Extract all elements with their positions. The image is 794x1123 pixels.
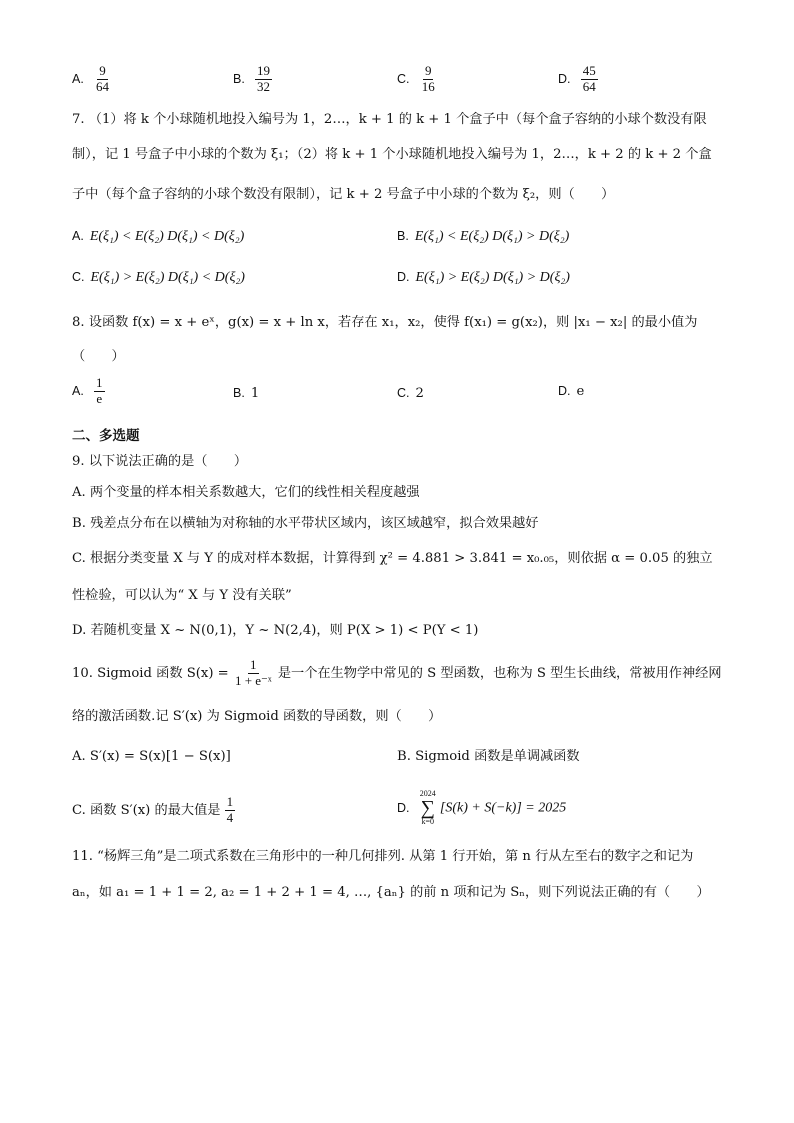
q10-stem-line-2: 络的激活函数.记 S′(x) 为 Sigmoid 函数的导函数，则（ ） [72,709,442,724]
q9-option-c-line-1: C. 根据分类变量 X 与 Y 的成对样本数据，计算得到 χ² = 4.881 > 3.841 = x₀.₀₅，则依据 α = 0.05 的独立 [72,551,713,566]
fraction: $\frac{45}{64}$ [582,63,596,94]
q6-option-c: C. $\frac{9}{16}$ [397,63,435,94]
q8-option-a: A. $\frac{1}{e}$ [72,375,103,406]
q8-stem-line-2: （ ） [72,349,125,364]
q9-option-a: A. 两个变量的样本相关系数越大，它们的线性相关程度越强 [72,485,420,500]
sigmoid-fraction: $\frac{1}{\text{1 + e⁻ˣ}}$ [234,657,272,688]
q8-option-c: C. 2 [397,386,424,401]
q9-option-d: D. 若随机变量 X ~ N(0,1)，Y ~ N(2,4)，则 P(X > 1) < P(Y < 1) [72,623,479,638]
q9-option-b: B. 残差点分布在以横轴为对称轴的水平带状区域内，该区域越窄，拟合效果越好 [72,516,539,531]
q10-option-c: C. 函数 S′(x) 的最大值是 $\frac{1}{4}$ [72,794,234,825]
q6-option-b: B. $\frac{19}{32}$ [233,63,271,94]
q7-option-d: D. E(ξ₁) > E(ξ₂) D(ξ₁) > D(ξ₂) [397,270,570,285]
q8-option-d: D. e [558,384,585,399]
q10-stem-line-1: 10. Sigmoid 函数 S(x) = $\frac{1}{\text{1 + e⁻ˣ}}$ 是一个在生物学中常见的 S 型函数，也称为 S 型生长曲线，常被用作神经网 [72,657,722,688]
fraction: $\frac{1}{4}$ [226,794,234,825]
summation-symbol: 2024 ∑ k=0 [419,789,436,826]
fraction: $\frac{9}{64}$ [96,63,110,94]
q6-option-d: D. $\frac{45}{64}$ [558,63,596,94]
q10-option-d: D. 2024 ∑ k=0 [S(k) + S(−k)] = 2025 [397,789,567,826]
q7-stem-line-1: 7. （1）将 k 个小球随机地投入编号为 1，2…，k + 1 的 k + 1 个盒子中（每个盒子容纳的小球个数没有限 [72,112,707,127]
q6-option-a: A. $\frac{9}{64}$ [72,63,110,94]
q7-option-c: C. E(ξ₁) > E(ξ₂) D(ξ₁) < D(ξ₂) [72,270,245,285]
fraction: $\frac{19}{32}$ [257,63,271,94]
q9-stem: 9. 以下说法正确的是（ ） [72,454,248,469]
q11-stem-line-2: aₙ，如 a₁ = 1 + 1 = 2, a₂ = 1 + 2 + 1 = 4, …, {aₙ} 的前 n 项和记为 Sₙ，则下列说法正确的有（ ） [72,885,710,900]
q11-stem-line-1: 11. “杨辉三角”是二项式系数在三角形中的一种几何排列. 从第 1 行开始，第 n 行从左至右的数字之和记为 [72,849,694,864]
q9-option-c-line-2: 性检验，可以认为“ X 与 Y 没有关联” [72,588,292,603]
q7-stem-line-3: 子中（每个盒子容纳的小球个数没有限制），记 k + 2 号盒子中小球的个数为 ξ₂，则（ ） [72,187,615,202]
q7-option-b: B. E(ξ₁) < E(ξ₂) D(ξ₁) > D(ξ₂) [397,229,570,244]
fraction: $\frac{9}{16}$ [421,63,435,94]
q10-option-b: B. Sigmoid 函数是单调减函数 [397,749,580,764]
q8-option-b: B. 1 [233,386,260,401]
q8-stem-line-1: 8. 设函数 f(x) = x + eˣ，g(x) = x + ln x，若存在 x₁，x₂，使得 f(x₁) = g(x₂)，则 |x₁ − x₂| 的最小值为 [72,315,698,330]
fraction: $\frac{1}{e}$ [96,375,103,406]
q7-stem-line-2: 制），记 1 号盒子中小球的个数为 ξ₁；（2）将 k + 1 个小球随机地投入编号为 1，2…，k + 2 的 k + 2 个盒 [72,147,712,162]
q10-option-a: A. S′(x) = S(x)[1 − S(x)] [72,749,231,764]
section-title: 二、多选题 [72,428,140,444]
q7-option-a: A. E(ξ₁) < E(ξ₂) D(ξ₁) < D(ξ₂) [72,229,245,244]
